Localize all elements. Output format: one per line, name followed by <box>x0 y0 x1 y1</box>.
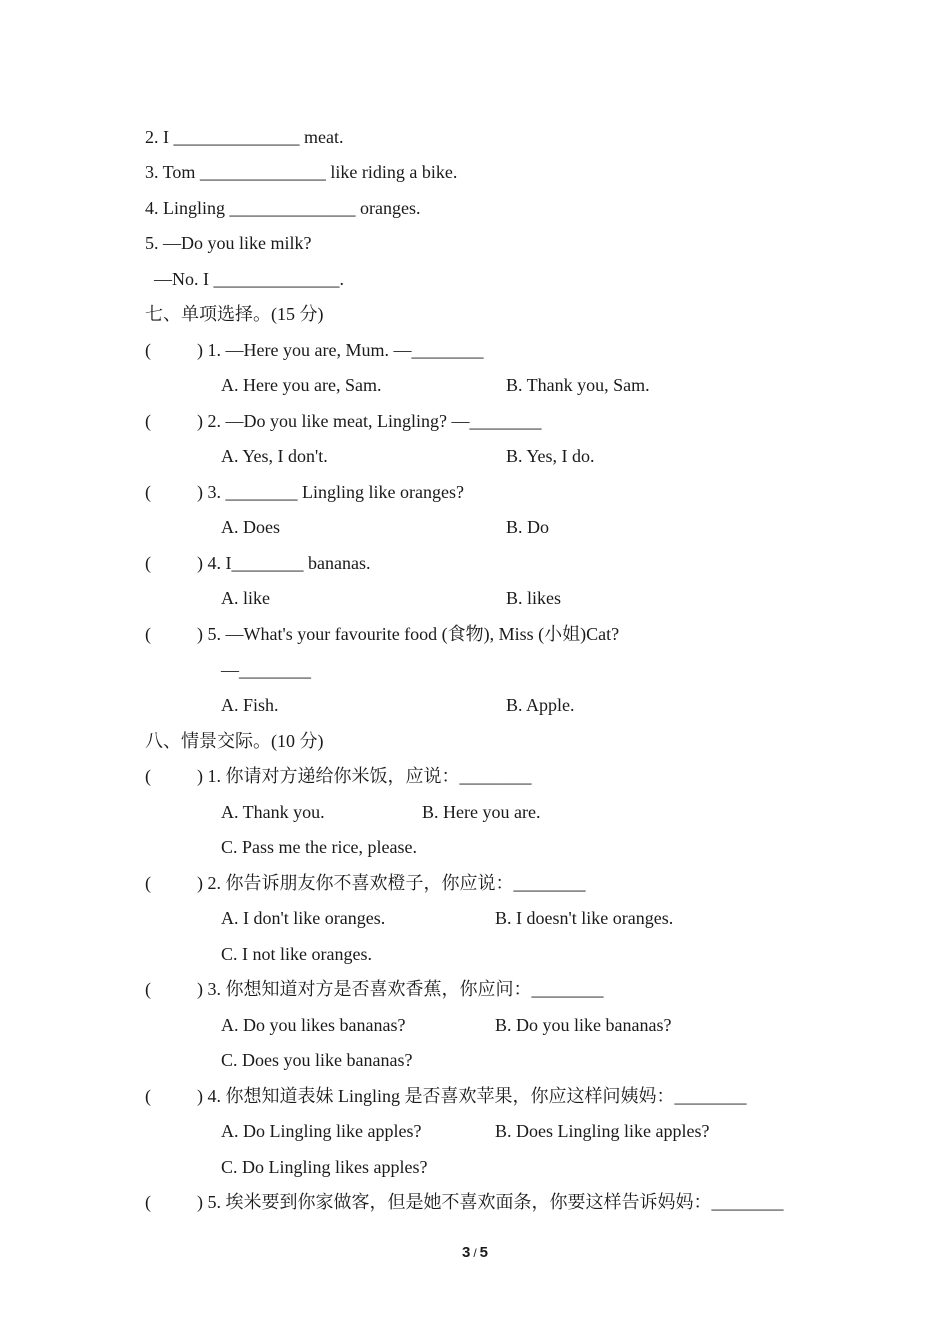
page-current: 3 <box>461 1244 471 1261</box>
s7-q2 <box>145 410 541 432</box>
s7-q1-option-a: A. Here you are, Sam. <box>221 375 382 395</box>
s8-q3 <box>145 978 604 1000</box>
answer-paren: ( <box>145 482 151 502</box>
fill-blank-3: 3. Tom ______________ like riding a bike. <box>145 162 458 182</box>
s7-q1-text: ) 1. —Here you are, Mum. —________ <box>197 340 484 360</box>
s8-q1-option-c: C. Pass me the rice, please. <box>221 837 417 857</box>
fill-blank-2: 2. I ______________ meat. <box>145 127 344 147</box>
s8-q1-text: ) 1. 你请对方递给你米饭，应说：________ <box>197 766 532 786</box>
answer-paren: ( <box>145 340 151 360</box>
page-separator: / <box>473 1246 477 1260</box>
s8-q2-option-c: C. I not like oranges. <box>221 944 372 964</box>
page-total: 5 <box>479 1244 489 1261</box>
s8-q3-text: ) 3. 你想知道对方是否喜欢香蕉，你应问：________ <box>197 979 604 999</box>
s8-q2-option-b: B. I doesn't like oranges. <box>495 908 674 928</box>
answer-paren: ( <box>145 411 151 431</box>
answer-paren: ( <box>145 979 151 999</box>
s7-q3 <box>145 481 464 503</box>
s8-q4-option-a: A. Do Lingling like apples? <box>221 1121 422 1141</box>
s8-q3-option-b: B. Do you like bananas? <box>495 1015 672 1035</box>
answer-paren: ( <box>145 1192 151 1212</box>
s8-q1 <box>145 765 532 787</box>
answer-paren: ( <box>145 624 151 644</box>
s7-q2-text: ) 2. —Do you like meat, Lingling? —________ <box>197 411 542 431</box>
s8-q5-text: ) 5. 埃米要到你家做客，但是她不喜欢面条，你要这样告诉妈妈：________ <box>197 1192 784 1212</box>
s8-q4-text: ) 4. 你想知道表妹 Lingling 是否喜欢苹果，你应这样问姨妈：________ <box>197 1086 747 1106</box>
s8-q2 <box>145 872 586 894</box>
s7-q5-answer-line: —________ <box>221 660 311 680</box>
s8-q5 <box>145 1191 784 1213</box>
s8-q4-option-c: C. Do Lingling likes apples? <box>221 1157 428 1177</box>
s7-q4-text: ) 4. I________ bananas. <box>197 553 371 573</box>
s7-q3-option-b: B. Do <box>506 517 550 537</box>
s8-q1-option-b: B. Here you are. <box>422 802 541 822</box>
s7-q5-option-a: A. Fish. <box>221 695 279 715</box>
s8-q4-option-b: B. Does Lingling like apples? <box>495 1121 710 1141</box>
section-8-title: 八、情景交际。(10 分) <box>145 731 324 751</box>
s7-q2-option-b: B. Yes, I do. <box>506 446 595 466</box>
s7-q4 <box>145 552 370 574</box>
s7-q5-option-b: B. Apple. <box>506 695 575 715</box>
s7-q1 <box>145 339 483 361</box>
fill-blank-5-question: 5. —Do you like milk? <box>145 233 312 253</box>
page-number <box>0 1244 950 1261</box>
s8-q1-option-a: A. Thank you. <box>221 802 325 822</box>
answer-paren: ( <box>145 1086 151 1106</box>
s7-q4-option-a: A. like <box>221 588 270 608</box>
s8-q2-text: ) 2. 你告诉朋友你不喜欢橙子，你应说：________ <box>197 873 586 893</box>
answer-paren: ( <box>145 873 151 893</box>
section-7-title: 七、单项选择。(15 分) <box>145 304 324 324</box>
s7-q3-text: ) 3. ________ Lingling like oranges? <box>197 482 464 502</box>
s7-q4-option-b: B. likes <box>506 588 562 608</box>
answer-paren: ( <box>145 553 151 573</box>
fill-blank-5-answer: —No. I ______________. <box>145 269 344 289</box>
s8-q2-option-a: A. I don't like oranges. <box>221 908 386 928</box>
s7-q1-option-b: B. Thank you, Sam. <box>506 375 650 395</box>
answer-paren: ( <box>145 766 151 786</box>
s7-q3-option-a: A. Does <box>221 517 280 537</box>
s8-q4 <box>145 1085 747 1107</box>
s7-q5-text: ) 5. —What's your favourite food (食物), Miss (小姐)Cat? <box>197 624 620 644</box>
s8-q3-option-a: A. Do you likes bananas? <box>221 1015 406 1035</box>
s7-q2-option-a: A. Yes, I don't. <box>221 446 328 466</box>
s7-q5 <box>145 623 619 645</box>
s8-q3-option-c: C. Does you like bananas? <box>221 1050 413 1070</box>
fill-blank-4: 4. Lingling ______________ oranges. <box>145 198 421 218</box>
